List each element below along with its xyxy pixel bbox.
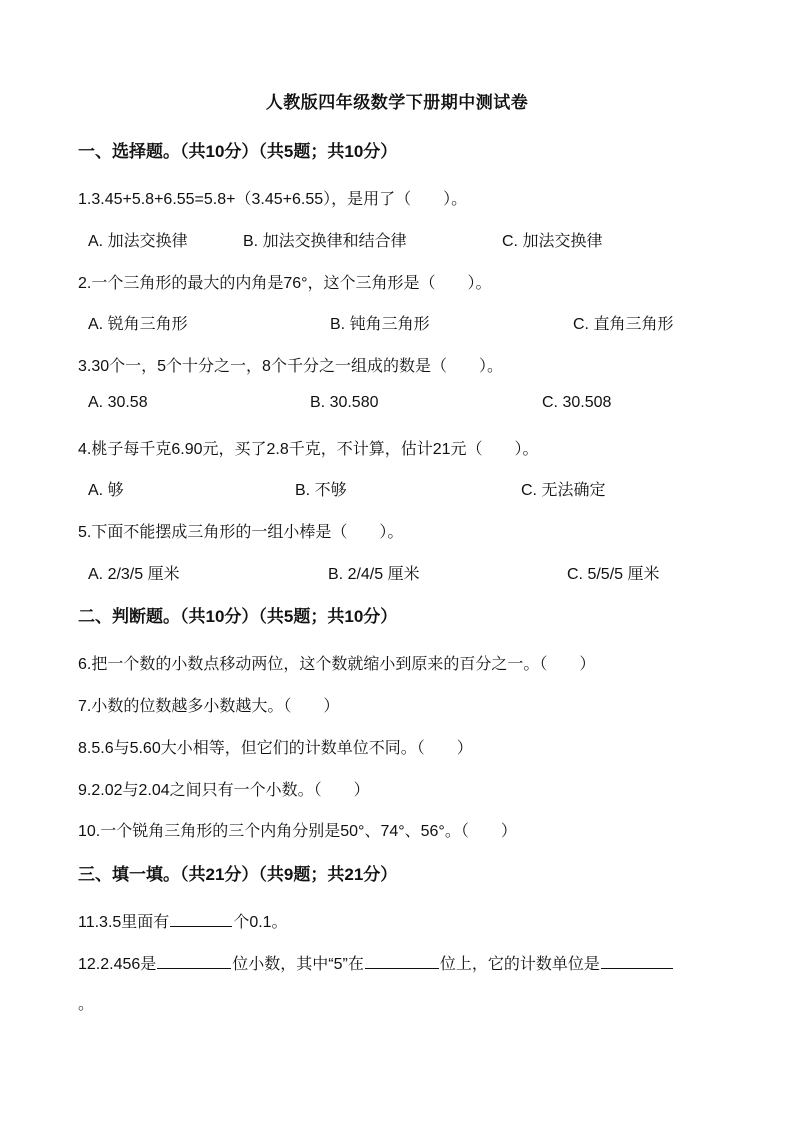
question-6: 6.把一个数的小数点移动两位，这个数就缩小到原来的百分之一。（ ） [78,656,596,673]
question-2-option-b: B. 钝角三角形 [330,316,430,333]
question-1-option-a: A. 加法交换律 [88,233,188,250]
question-3-option-a: A. 30.58 [88,394,148,411]
answer-blank[interactable] [601,954,673,969]
answer-blank[interactable] [365,954,439,969]
question-8: 8.5.6与5.60大小相等，但它们的计数单位不同。（ ） [78,740,473,757]
question-1: 1.3.45+5.8+6.55=5.8+（3.45+6.55），是用了（ ）。 [78,191,468,208]
question-2: 2.一个三角形的最大的内角是76°，这个三角形是（ ）。 [78,275,492,292]
question-4-option-b: B. 不够 [295,482,347,499]
question-12-end: 。 [78,996,95,1013]
question-4-option-c: C. 无法确定 [521,482,606,499]
question-12-text-c: 位上，它的计数单位是 [439,956,600,973]
question-3-option-b: B. 30.580 [310,394,379,411]
question-4-option-a: A. 够 [88,482,124,499]
answer-blank[interactable] [170,912,232,927]
section-heading-choice: 一、选择题。（共10分）（共5题；共10分） [78,142,398,161]
question-1-option-c: C. 加法交换律 [502,233,603,250]
question-11-text-b: 个0.1。 [233,914,288,931]
question-12-text-a: 12.2.456是 [78,956,157,973]
question-11-text-a: 11.3.5里面有 [78,914,170,931]
question-12 [78,951,674,974]
question-5-option-c: C. 5/5/5 厘米 [567,566,660,583]
question-2-option-c: C. 直角三角形 [573,316,674,333]
page-title: 人教版四年级数学下册期中测试卷 [265,93,529,112]
section-heading-fill: 三、填一填。（共21分）（共9题；共21分） [78,865,398,884]
question-11 [78,909,288,932]
question-5-option-b: B. 2/4/5 厘米 [328,566,420,583]
question-12-text-b: 位小数，其中“5”在 [232,956,364,973]
question-3-option-c: C. 30.508 [542,394,612,411]
question-9: 9.2.02与2.04之间只有一个小数。（ ） [78,782,370,799]
question-5: 5.下面不能摆成三角形的一组小棒是（ ）。 [78,524,404,541]
question-7: 7.小数的位数越多小数越大。（ ） [78,698,340,715]
section-heading-judge: 二、判断题。（共10分）（共5题；共10分） [78,607,398,626]
question-10: 10.一个锐角三角形的三个内角分别是50°、74°、56°。（ ） [78,823,517,840]
question-2-option-a: A. 锐角三角形 [88,316,188,333]
question-1-option-b: B. 加法交换律和结合律 [243,233,407,250]
answer-blank[interactable] [157,954,231,969]
question-5-option-a: A. 2/3/5 厘米 [88,566,180,583]
question-3: 3.30个一，5个十分之一，8个千分之一组成的数是（ ）。 [78,358,503,375]
question-4: 4.桃子每千克6.90元，买了2.8千克，不计算，估计21元（ ）。 [78,441,539,458]
